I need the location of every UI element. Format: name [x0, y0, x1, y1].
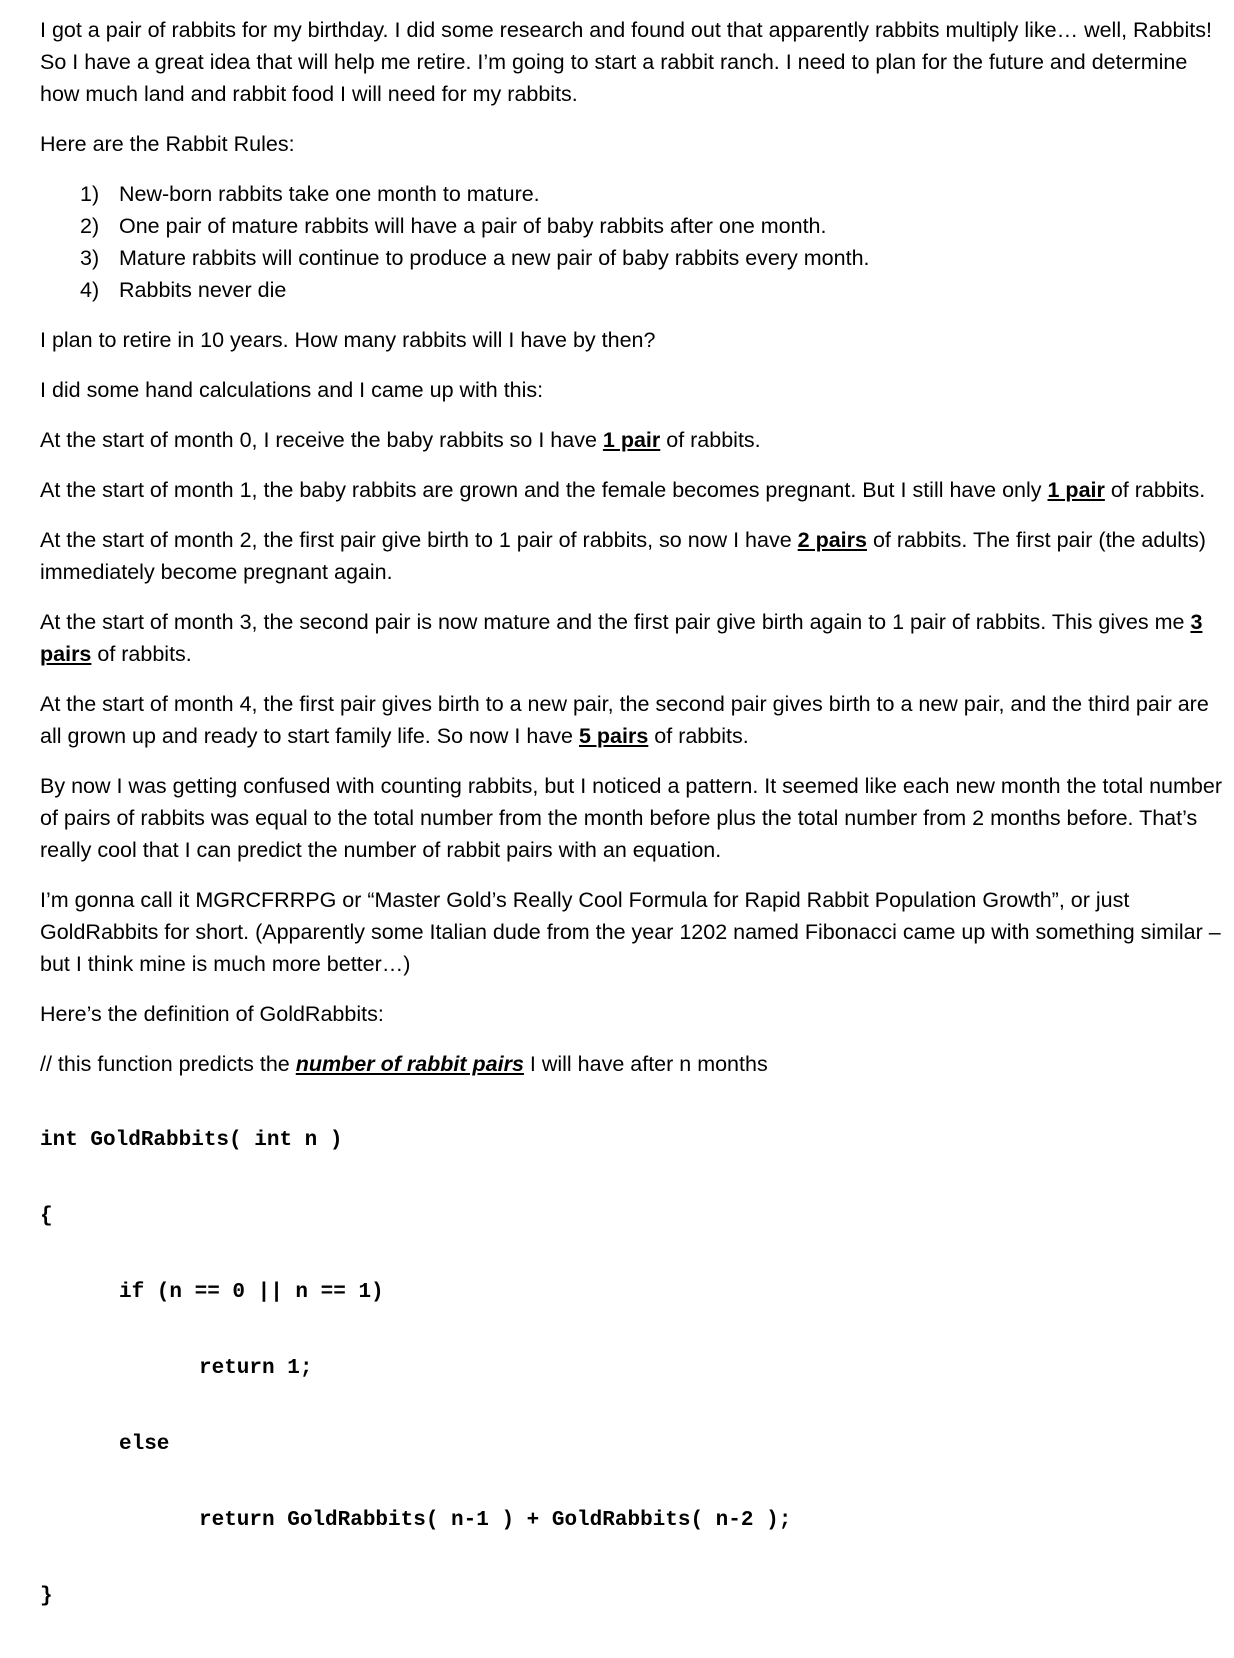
rule-number: 1): [80, 182, 100, 206]
code-else-line: else: [119, 1433, 170, 1456]
month-4-count: 5 pairs: [578, 724, 649, 748]
month-0-text: At the start of month 0, I receive the baby rabbits so I have: [40, 428, 603, 452]
month-0-paragraph: [40, 424, 1224, 456]
month-3-text: At the start of month 3, the second pair is now mature and the first pair give birth again to 1 pair of rabbits. This gives me: [40, 610, 1191, 634]
rules-heading: Here are the Rabbit Rules:: [40, 132, 295, 156]
month-0-tail: of rabbits.: [660, 428, 761, 452]
month-2-paragraph: [40, 524, 1224, 588]
month-3-tail: of rabbits.: [91, 642, 192, 666]
month-1-tail: of rabbits.: [1104, 478, 1206, 502]
month-1-paragraph: [40, 474, 1224, 506]
code-signature: int GoldRabbits( int n ): [40, 1129, 343, 1152]
code-close-brace: }: [40, 1585, 53, 1608]
month-3-count: 3 pairs: [40, 610, 1203, 666]
code-block: [40, 1080, 1224, 1658]
month-2-tail: of rabbits. The first pair (the adults) immediately become pregnant again.: [40, 528, 1206, 584]
question-paragraph: I plan to retire in 10 years. How many rabbits will I have by then?: [40, 328, 656, 352]
rule-item: [80, 274, 1224, 306]
intro-paragraph: I got a pair of rabbits for my birthday. I did some research and found out that apparently rabbits multiply like… well, Rabbits! So I have a great idea that will help me retire. I’m going to start a rabbit ranch. I need to plan for the future and determine how much land and rabbit food I will need for my rabbits.: [40, 18, 1212, 106]
definition-heading: Here’s the definition of GoldRabbits:: [40, 1002, 384, 1026]
month-2-count: 2 pairs: [797, 528, 867, 552]
month-0-count: 1 pair: [602, 428, 661, 452]
naming-paragraph: I’m gonna call it MGRCFRRPG or “Master Gold’s Really Cool Formula for Rapid Rabbit Population Growth”, or just GoldRabbits for short. (Apparently some Italian dude from the year 1202 named Fibonacci came up with something similar – but I think mine is much more better…): [40, 888, 1221, 976]
code-open-brace: {: [40, 1205, 53, 1228]
rule-text: New-born rabbits take one month to mature.: [119, 182, 540, 206]
rule-text: Mature rabbits will continue to produce a new pair of baby rabbits every month.: [119, 246, 870, 270]
month-1-text: At the start of month 1, the baby rabbits are grown and the female becomes pregnant. But I still have only: [40, 478, 1048, 502]
rule-text: Rabbits never die: [119, 278, 287, 302]
code-return-one: return 1;: [199, 1357, 313, 1380]
month-1-count: 1 pair: [1047, 478, 1105, 502]
code-comment: [40, 1048, 1224, 1080]
hand-calc-paragraph: I did some hand calculations and I came up with this:: [40, 378, 544, 402]
rule-item: [80, 178, 1224, 210]
rule-text: One pair of mature rabbits will have a pair of baby rabbits after one month.: [119, 214, 827, 238]
month-4-text: At the start of month 4, the first pair gives birth to a new pair, the second pair gives birth to a new pair, and the third pair are all grown up and ready to start family life. So now I have: [40, 692, 1209, 748]
month-3-paragraph: [40, 606, 1224, 670]
code-if-line: if (n == 0 || n == 1): [119, 1281, 384, 1304]
rule-item: [80, 210, 1224, 242]
pattern-paragraph: By now I was getting confused with counting rabbits, but I noticed a pattern. It seemed like each new month the total number of pairs of rabbits was equal to the total number from the month before plus the total number from 2 months before. That’s really cool that I can predict the number of rabbit pairs with an equation.: [40, 774, 1222, 862]
comment-tail: I will have after n months: [523, 1052, 768, 1076]
rule-number: 2): [80, 214, 100, 238]
rules-list: [40, 178, 1224, 306]
rule-number: 4): [80, 278, 100, 302]
comment-emphasis: number of rabbit pairs: [295, 1052, 524, 1076]
rule-number: 3): [80, 246, 100, 270]
month-4-tail: of rabbits.: [648, 724, 749, 748]
month-4-paragraph: [40, 688, 1224, 752]
comment-text: // this function predicts the: [40, 1052, 296, 1076]
document-page: [40, 14, 1224, 1658]
code-return-recursive: return GoldRabbits( n-1 ) + GoldRabbits( n-2 );: [199, 1509, 792, 1532]
month-2-text: At the start of month 2, the first pair give birth to 1 pair of rabbits, so now I have: [40, 528, 798, 552]
rule-item: [80, 242, 1224, 274]
